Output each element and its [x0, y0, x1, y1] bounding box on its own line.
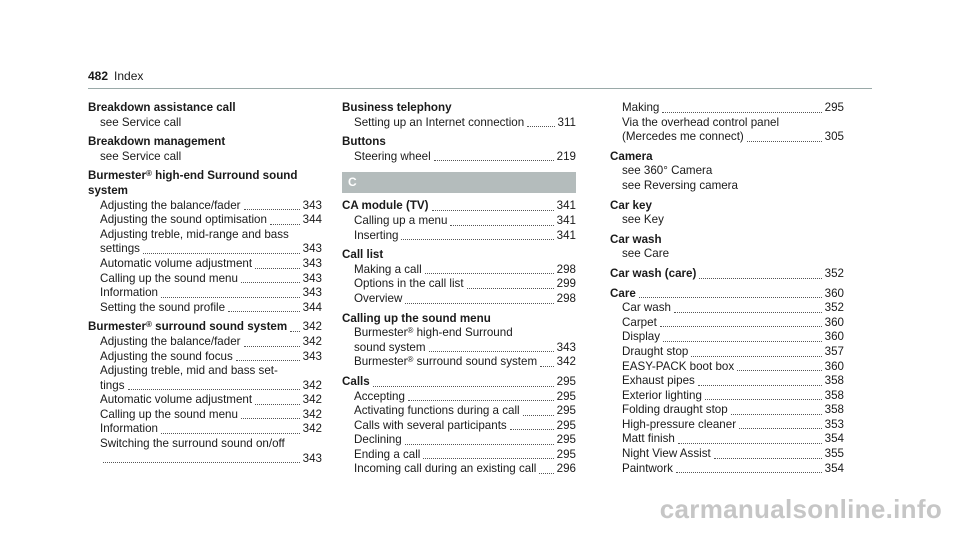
term-text: CA module (TV)	[342, 199, 429, 213]
registered-mark: ®	[146, 169, 152, 179]
see-reference: see Reversing camera	[622, 178, 738, 192]
subentry	[342, 214, 576, 229]
subentry	[342, 292, 576, 307]
subentry	[610, 374, 844, 389]
see-reference: see Service call	[100, 115, 182, 129]
subentry-text: Display	[622, 330, 661, 344]
subentry	[610, 403, 844, 418]
dot-leader	[527, 126, 554, 127]
page-ref: 295	[556, 433, 576, 447]
subentry	[342, 462, 576, 477]
term-text: surround sound system	[151, 320, 288, 334]
dot-leader	[244, 209, 300, 210]
subentry	[88, 199, 322, 214]
page-ref: 341	[556, 213, 576, 227]
page-ref: 352	[824, 266, 844, 280]
subentry-list	[88, 199, 322, 316]
page-ref: 358	[824, 374, 844, 388]
subentry-text: Setting the sound profile	[100, 300, 226, 314]
dot-leader	[405, 444, 554, 445]
subentry-text: Paintwork	[622, 461, 673, 475]
subentry-text: Adjusting the balance/fader	[100, 198, 241, 212]
see-reference: see 360° Camera	[622, 164, 713, 178]
subentry-text: Via the overhead control panel	[622, 115, 780, 129]
subentry	[88, 379, 322, 394]
subentry-text: EASY-PACK boot box	[622, 359, 735, 373]
subentry-text: Steering wheel	[354, 149, 431, 163]
page-ref: 341	[556, 228, 576, 242]
subentry-list	[342, 116, 576, 131]
subentry-text: Overview	[354, 291, 403, 305]
subentry	[610, 389, 844, 404]
dot-leader	[678, 443, 822, 444]
page-ref: 343	[556, 340, 576, 354]
dot-leader	[747, 141, 822, 142]
page-ref: 344	[302, 300, 322, 314]
page-ref: 342	[556, 355, 576, 369]
term-text: Car wash (care)	[610, 266, 697, 280]
dot-leader	[236, 360, 300, 361]
dot-leader	[103, 462, 300, 463]
dot-leader	[510, 429, 554, 430]
subentry-part: Burmester	[354, 355, 408, 369]
subentry-text: Inserting	[354, 228, 399, 242]
index-term: Breakdown assistance call	[88, 101, 236, 114]
dot-leader	[373, 386, 554, 387]
dot-leader	[143, 253, 300, 254]
page-ref: 341	[556, 199, 576, 213]
page-ref: 360	[824, 315, 844, 329]
subentry-text: Adjusting the sound focus	[100, 349, 233, 363]
subentry-text: Declining	[354, 433, 402, 447]
subentry-text: sound system	[354, 340, 426, 354]
subentry-text: Adjusting the balance/fader	[100, 334, 241, 348]
subentry	[610, 432, 844, 447]
section-title: Index	[114, 69, 144, 83]
subentry-text: Making	[622, 101, 660, 114]
dot-leader	[161, 297, 300, 298]
dot-leader	[739, 428, 822, 429]
registered-mark: ®	[407, 326, 414, 336]
subentry-text: Information	[100, 286, 158, 300]
page-ref: 295	[556, 374, 576, 388]
dot-leader	[408, 400, 554, 401]
index-term	[610, 267, 844, 282]
subentry-text: settings	[100, 242, 140, 256]
dot-leader	[241, 282, 300, 283]
see-reference: see Service call	[100, 149, 182, 163]
page-ref: 358	[824, 403, 844, 417]
subentry-text: Matt finish	[622, 432, 675, 446]
page-ref: 299	[556, 277, 576, 291]
page-ref: 357	[824, 344, 844, 358]
page-ref: 352	[824, 301, 844, 315]
subentry-text: Making a call	[354, 262, 422, 276]
page-ref: 343	[302, 451, 322, 465]
subentry-list	[342, 263, 576, 307]
subentry-text: Draught stop	[622, 344, 689, 358]
dot-leader	[698, 385, 822, 386]
page-ref: 342	[302, 378, 322, 392]
subentry	[610, 316, 844, 331]
page-ref: 295	[556, 418, 576, 432]
page-ref: 295	[824, 101, 844, 114]
index-term: Calling up the sound menu	[342, 311, 491, 325]
subentry	[88, 335, 322, 350]
subentry	[342, 116, 576, 131]
subentry	[342, 229, 576, 244]
dot-leader	[228, 311, 300, 312]
registered-mark: ®	[146, 320, 152, 330]
page-ref: 353	[824, 417, 844, 431]
index-term	[610, 287, 844, 302]
subentry	[610, 447, 844, 462]
subentry-list	[88, 335, 322, 466]
index-term: Business telephony	[342, 101, 452, 114]
page-ref: 311	[557, 115, 576, 129]
page-ref: 343	[302, 271, 322, 285]
subentry	[88, 408, 322, 423]
subentry-text: Exterior lighting	[622, 388, 702, 402]
subentry-text: Folding draught stop	[622, 403, 728, 417]
subentry	[88, 350, 322, 365]
term-text: Care	[610, 286, 636, 300]
page-ref: 342	[302, 407, 322, 421]
subentry	[342, 277, 576, 292]
subentry-text: Ending a call	[354, 447, 421, 461]
subentry-text: (Mercedes me connect)	[622, 130, 744, 144]
dot-leader	[674, 312, 822, 313]
dot-leader	[731, 414, 822, 415]
index-term: Car key	[610, 198, 652, 212]
subentry	[342, 404, 576, 419]
index-term	[88, 320, 322, 335]
subentry-text: Incoming call during an existing call	[354, 462, 537, 476]
index-term	[342, 199, 576, 214]
index-column-2	[342, 101, 576, 477]
subentry	[342, 263, 576, 278]
dot-leader	[255, 268, 300, 269]
subentry	[88, 242, 322, 257]
subentry-text: Calling up a menu	[354, 213, 448, 227]
subentry	[88, 213, 322, 228]
dot-leader	[714, 458, 822, 459]
subentry	[88, 286, 322, 301]
page-ref: 354	[824, 432, 844, 446]
dot-leader	[676, 472, 822, 473]
page-ref: 342	[302, 422, 322, 436]
dot-leader	[405, 303, 553, 304]
subentry-part: surround sound system	[413, 355, 538, 369]
index-term: Camera	[610, 149, 653, 163]
subentry	[88, 228, 322, 243]
page-ref: 360	[824, 330, 844, 344]
subentry-text: Night View Assist	[622, 447, 711, 461]
letter-heading: C	[342, 172, 576, 193]
index-column-1	[88, 101, 322, 466]
page-ref: 298	[556, 262, 576, 276]
dot-leader	[660, 326, 822, 327]
dot-leader	[401, 239, 553, 240]
see-reference: see Care	[622, 247, 670, 261]
term-text: Calls	[342, 374, 370, 388]
page-ref: 295	[556, 404, 576, 418]
page-ref: 219	[556, 149, 576, 163]
index-term-continued: system	[88, 183, 128, 197]
subentry-text: Adjusting treble, mid and bass set-	[100, 364, 278, 378]
subentry-text: Setting up an Internet connection	[354, 115, 525, 129]
subentry-list	[342, 150, 576, 165]
page-ref: 305	[824, 130, 844, 144]
header-rule	[88, 88, 872, 89]
page-ref: 342	[302, 393, 322, 407]
subentry-list	[342, 390, 576, 478]
subentry	[342, 419, 576, 434]
dot-leader	[662, 112, 821, 113]
subentry	[610, 418, 844, 433]
subentry	[342, 448, 576, 463]
dot-leader	[128, 389, 300, 390]
dot-leader	[161, 433, 300, 434]
page-ref: 358	[824, 388, 844, 402]
subentry-text: Activating functions during a call	[354, 404, 520, 418]
registered-mark: ®	[407, 355, 414, 365]
dot-leader	[290, 331, 299, 332]
term-text: Burmester	[88, 320, 146, 334]
subentry	[610, 101, 844, 116]
subentry	[610, 301, 844, 316]
dot-leader	[429, 351, 554, 352]
page-ref: 354	[824, 461, 844, 475]
dot-leader	[467, 288, 554, 289]
subentry-text: Car wash	[622, 301, 671, 315]
dot-leader	[539, 473, 553, 474]
page-number: 482	[88, 69, 109, 83]
dot-leader	[241, 418, 300, 419]
subentry	[342, 390, 576, 405]
index-term: Call list	[342, 248, 384, 262]
subentry-text: Automatic volume adjustment	[100, 393, 253, 407]
subentry-text	[342, 326, 576, 341]
page-ref: 343	[302, 198, 322, 212]
page-header	[88, 69, 143, 83]
dot-leader	[423, 458, 553, 459]
subentry-text: Exhaust pipes	[622, 374, 695, 388]
subentry	[610, 360, 844, 375]
page-ref: 342	[302, 320, 322, 334]
dot-leader	[699, 278, 821, 279]
page-ref: 298	[556, 291, 576, 305]
page-ref: 295	[556, 389, 576, 403]
subentry	[342, 433, 576, 448]
page-ref: 343	[302, 256, 322, 270]
dot-leader	[737, 370, 822, 371]
subentry	[342, 150, 576, 165]
subentry-list	[342, 214, 576, 243]
dot-leader	[523, 415, 554, 416]
subentry	[88, 437, 322, 452]
subentry-text: Automatic volume adjustment	[100, 256, 253, 270]
dot-leader	[639, 297, 822, 298]
subentry	[88, 364, 322, 379]
dot-leader	[270, 224, 300, 225]
see-reference: see Key	[622, 213, 664, 227]
subentry-text: Adjusting the sound optimisation	[100, 213, 267, 227]
dot-leader	[432, 210, 554, 211]
subentry	[88, 422, 322, 437]
subentry-text: Information	[100, 422, 158, 436]
dot-leader	[434, 160, 554, 161]
page-ref: 295	[556, 447, 576, 461]
dot-leader	[705, 399, 822, 400]
index-term: Breakdown management	[88, 135, 226, 149]
page-ref: 355	[824, 447, 844, 461]
subentry-part: Burmester	[354, 326, 408, 340]
page-ref: 360	[824, 359, 844, 373]
watermark: carmanualsonline.info	[659, 494, 942, 524]
dot-leader	[663, 341, 822, 342]
term-text: Burmester	[88, 169, 146, 183]
subentry-text: Calling up the sound menu	[100, 271, 238, 285]
page-ref: 360	[824, 286, 844, 300]
subentry-text: tings	[100, 378, 125, 392]
subentry-part: high-end Surround	[413, 326, 513, 340]
subentry	[342, 341, 576, 356]
subentry	[88, 452, 322, 467]
page-ref: 344	[302, 213, 322, 227]
dot-leader	[255, 404, 300, 405]
subentry-text: Calls with several participants	[354, 418, 507, 432]
subentry	[610, 130, 844, 145]
subentry-text: Switching the surround sound on/off	[100, 437, 285, 451]
subentry	[610, 462, 844, 477]
subentry-text: Accepting	[354, 389, 405, 403]
dot-leader	[450, 225, 553, 226]
dot-leader	[244, 346, 300, 347]
index-column-3	[610, 101, 844, 476]
index-term	[88, 169, 322, 184]
index-term: Buttons	[342, 135, 386, 149]
subentry-text: Adjusting treble, mid-range and bass	[100, 227, 289, 241]
subentry-text: Carpet	[622, 315, 657, 329]
subentry	[610, 330, 844, 345]
subentry	[342, 355, 576, 370]
page-ref: 343	[302, 286, 322, 300]
term-text: high-end Surround sound	[151, 169, 298, 183]
dot-leader	[691, 356, 821, 357]
page-ref: 343	[302, 349, 322, 363]
index-term: Car wash	[610, 232, 662, 246]
subentry-text: Options in the call list	[354, 277, 464, 291]
page-ref: 296	[556, 462, 576, 476]
dot-leader	[425, 273, 554, 274]
subentry	[88, 257, 322, 272]
subentry	[88, 393, 322, 408]
index-term	[342, 375, 576, 390]
subentry-text: High-pressure cleaner	[622, 417, 737, 431]
subentry	[88, 272, 322, 287]
subentry-text: Calling up the sound menu	[100, 407, 238, 421]
dot-leader	[540, 366, 554, 367]
subentry	[610, 345, 844, 360]
subentry	[88, 301, 322, 316]
page-ref: 342	[302, 334, 322, 348]
page-ref: 343	[302, 242, 322, 256]
subentry-list	[610, 301, 844, 476]
